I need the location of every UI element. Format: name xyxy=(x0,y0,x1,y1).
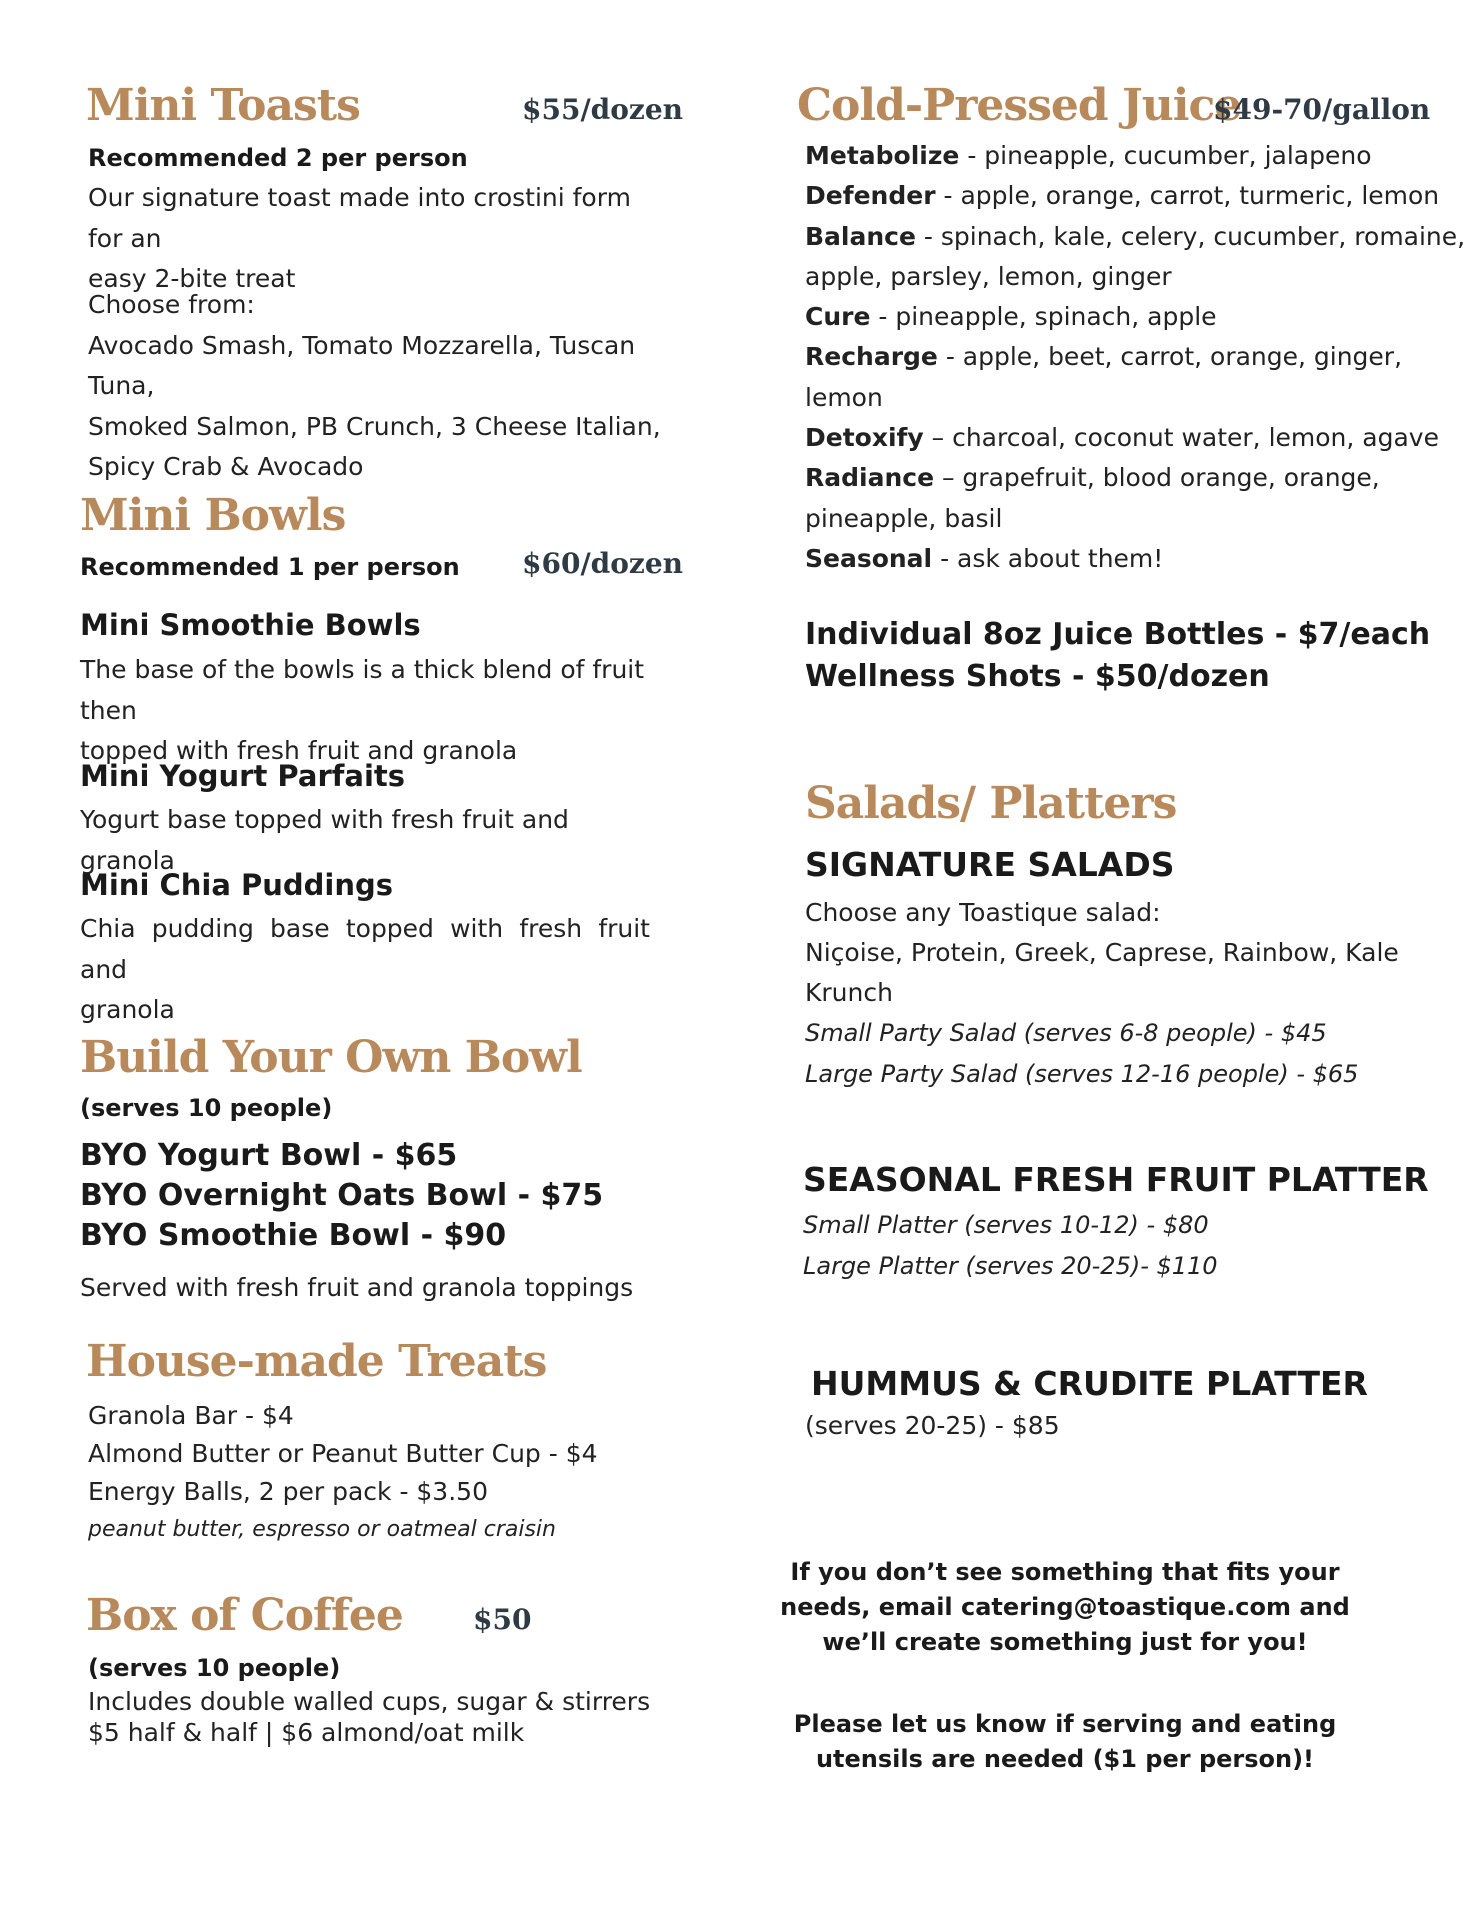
juice-row xyxy=(805,418,1465,458)
juice-row xyxy=(805,539,1465,579)
mini-chia-puddings-description xyxy=(80,909,650,1031)
coffee-detail-line: $5 half & half | $6 almond/oat milk xyxy=(88,1718,525,1747)
juice-row xyxy=(805,136,1465,176)
mini-toasts-desc-line: easy 2-bite treat xyxy=(88,264,296,293)
treat-item: Granola Bar - $4 xyxy=(88,1401,294,1430)
treats-heading: House-made Treats xyxy=(86,1336,547,1387)
juice-row xyxy=(805,257,1465,297)
juice-name: Recharge xyxy=(805,342,938,372)
mini-toasts-options xyxy=(88,285,688,488)
juice-row xyxy=(805,337,1465,377)
coffee-detail-line: Includes double walled cups, sugar & stirrers xyxy=(88,1687,651,1716)
mini-toasts-price: $55/dozen xyxy=(522,93,683,126)
juice-ingredients: - apple, orange, carrot, turmeric, lemon xyxy=(935,181,1440,211)
juice-ingredients: – charcoal, coconut water, lemon, agave xyxy=(923,423,1439,453)
juice-name: Cure xyxy=(805,302,871,332)
treat-item: Energy Balls, 2 per pack - $3.50 xyxy=(88,1477,488,1506)
mini-smoothie-bowls-title: Mini Smoothie Bowls xyxy=(80,608,421,642)
mini-chia-puddings-title: Mini Chia Puddings xyxy=(80,868,394,902)
mini-toasts-heading: Mini Toasts xyxy=(86,80,360,131)
mini-toasts-description xyxy=(88,178,668,300)
mini-bowls-price: $60/dozen xyxy=(522,547,683,580)
salads-sizes xyxy=(805,1013,1358,1095)
mini-bowls-recommended: Recommended 1 per person xyxy=(80,553,460,581)
juice-ingredients: - pineapple, spinach, apple xyxy=(870,302,1217,332)
juice-name: Radiance xyxy=(805,463,935,493)
juice-ingredients: apple, parsley, lemon, ginger xyxy=(805,261,1172,291)
juice-name: Metabolize xyxy=(805,141,960,170)
juice-list xyxy=(805,136,1465,579)
juice-ingredients: - spinach, kale, celery, cucumber, romaine, xyxy=(915,221,1466,251)
coffee-serves: (serves 10 people) xyxy=(88,1654,341,1682)
large-platter: Large Platter (serves 20-25)- $110 xyxy=(803,1252,1218,1280)
salads-option-line: Krunch xyxy=(805,978,893,1007)
mini-toasts-recommended: Recommended 2 per person xyxy=(88,144,468,172)
treats-list xyxy=(88,1397,598,1511)
mini-toasts-desc-line: Our signature toast made into crostini form for an xyxy=(88,183,631,253)
hummus-platter-title: HUMMUS & CRUDITE PLATTER xyxy=(811,1364,1368,1403)
coffee-price: $50 xyxy=(473,1603,532,1636)
juice-row xyxy=(805,458,1465,498)
description-line: The base of the bowls is a thick blend of fruit then xyxy=(80,655,645,725)
mini-bowls-heading: Mini Bowls xyxy=(80,490,346,541)
salads-option-line: Niçoise, Protein, Greek, Caprese, Rainbow, Kale xyxy=(805,938,1399,967)
coffee-heading: Box of Coffee xyxy=(86,1590,403,1641)
byo-note: Served with fresh fruit and granola toppings xyxy=(80,1273,634,1302)
note-line: If you don’t see something that fits your xyxy=(790,1558,1340,1586)
mini-toasts-choose-label: Choose from: xyxy=(88,290,255,319)
treat-item: Almond Butter or Peanut Butter Cup - $4 xyxy=(88,1439,598,1468)
juice-ingredients: lemon xyxy=(805,382,883,412)
juice-price: $49-70/gallon xyxy=(1213,93,1431,126)
byo-list xyxy=(80,1136,603,1256)
note-line: we’ll create something just for you! xyxy=(822,1628,1308,1656)
byo-item: BYO Overnight Oats Bowl - $75 xyxy=(80,1178,604,1213)
mini-smoothie-bowls-description xyxy=(80,650,650,772)
mini-toasts-option-line: Avocado Smash, Tomato Mozzarella, Tuscan Tuna, xyxy=(88,330,636,400)
mini-toasts-option-line: Smoked Salmon, PB Crunch, 3 Cheese Italian, xyxy=(88,411,661,441)
byo-serves: (serves 10 people) xyxy=(80,1094,333,1122)
fruit-platter-title: SEASONAL FRESH FRUIT PLATTER xyxy=(803,1160,1429,1199)
juice-row xyxy=(805,499,1465,539)
juice-row xyxy=(805,217,1465,257)
note-line: needs, email catering@toastique.com and xyxy=(780,1593,1350,1621)
mini-yogurt-parfaits-title: Mini Yogurt Parfaits xyxy=(80,759,406,793)
byo-heading: Build Your Own Bowl xyxy=(80,1032,582,1083)
small-platter: Small Platter (serves 10-12) - $80 xyxy=(803,1211,1209,1239)
salads-heading: Salads/ Platters xyxy=(805,778,1177,829)
juice-ingredients: – grapefruit, blood orange, orange, xyxy=(934,463,1380,493)
utensils-note xyxy=(760,1707,1370,1777)
juice-bottles: Individual 8oz Juice Bottles - $7/each xyxy=(805,617,1431,652)
description-line: topped with fresh fruit and granola xyxy=(80,736,518,765)
salads-options xyxy=(805,893,1399,1013)
small-party-salad: Small Party Salad (serves 6-8 people) - $45 xyxy=(805,1019,1327,1047)
juice-ingredients: - ask about them! xyxy=(932,543,1164,573)
salads-choose-label: Choose any Toastique salad: xyxy=(805,898,1161,927)
juice-name: Balance xyxy=(805,221,916,251)
juice-ingredients: - apple, beet, carrot, orange, ginger, xyxy=(937,342,1403,372)
byo-item: BYO Smoothie Bowl - $90 xyxy=(80,1218,507,1253)
description-line: Chia pudding base topped with fresh fruit and xyxy=(80,914,650,984)
treats-flavors: peanut butter, espresso or oatmeal craisin xyxy=(88,1517,556,1542)
byo-item: BYO Yogurt Bowl - $65 xyxy=(80,1138,458,1173)
fruit-platter-sizes xyxy=(803,1205,1218,1287)
juice-name: Detoxify xyxy=(805,423,924,453)
juice-row xyxy=(805,297,1465,337)
juice-name: Seasonal xyxy=(805,543,933,573)
note-line: Please let us know if serving and eating xyxy=(793,1710,1337,1738)
juice-name: Defender xyxy=(805,181,936,211)
wellness-shots: Wellness Shots - $50/dozen xyxy=(805,659,1270,694)
description-line: Yogurt base topped with fresh fruit and granola xyxy=(80,805,569,875)
note-line: utensils are needed ($1 per person)! xyxy=(815,1745,1315,1773)
juice-ingredients: - pineapple, cucumber, jalapeno xyxy=(959,141,1372,170)
mini-toasts-option-line: Spicy Crab & Avocado xyxy=(88,452,364,481)
signature-salads-title: SIGNATURE SALADS xyxy=(805,845,1175,884)
custom-request-note xyxy=(760,1555,1370,1660)
juice-extras xyxy=(805,614,1430,698)
description-line: granola xyxy=(80,995,175,1024)
hummus-serves: (serves 20-25) - $85 xyxy=(805,1411,1060,1440)
juice-row xyxy=(805,378,1465,418)
juice-heading: Cold-Pressed Juice xyxy=(797,80,1242,131)
large-party-salad: Large Party Salad (serves 12-16 people) - $65 xyxy=(805,1060,1359,1088)
juice-row xyxy=(805,176,1465,216)
coffee-details xyxy=(88,1686,650,1748)
juice-ingredients: pineapple, basil xyxy=(805,503,1003,533)
